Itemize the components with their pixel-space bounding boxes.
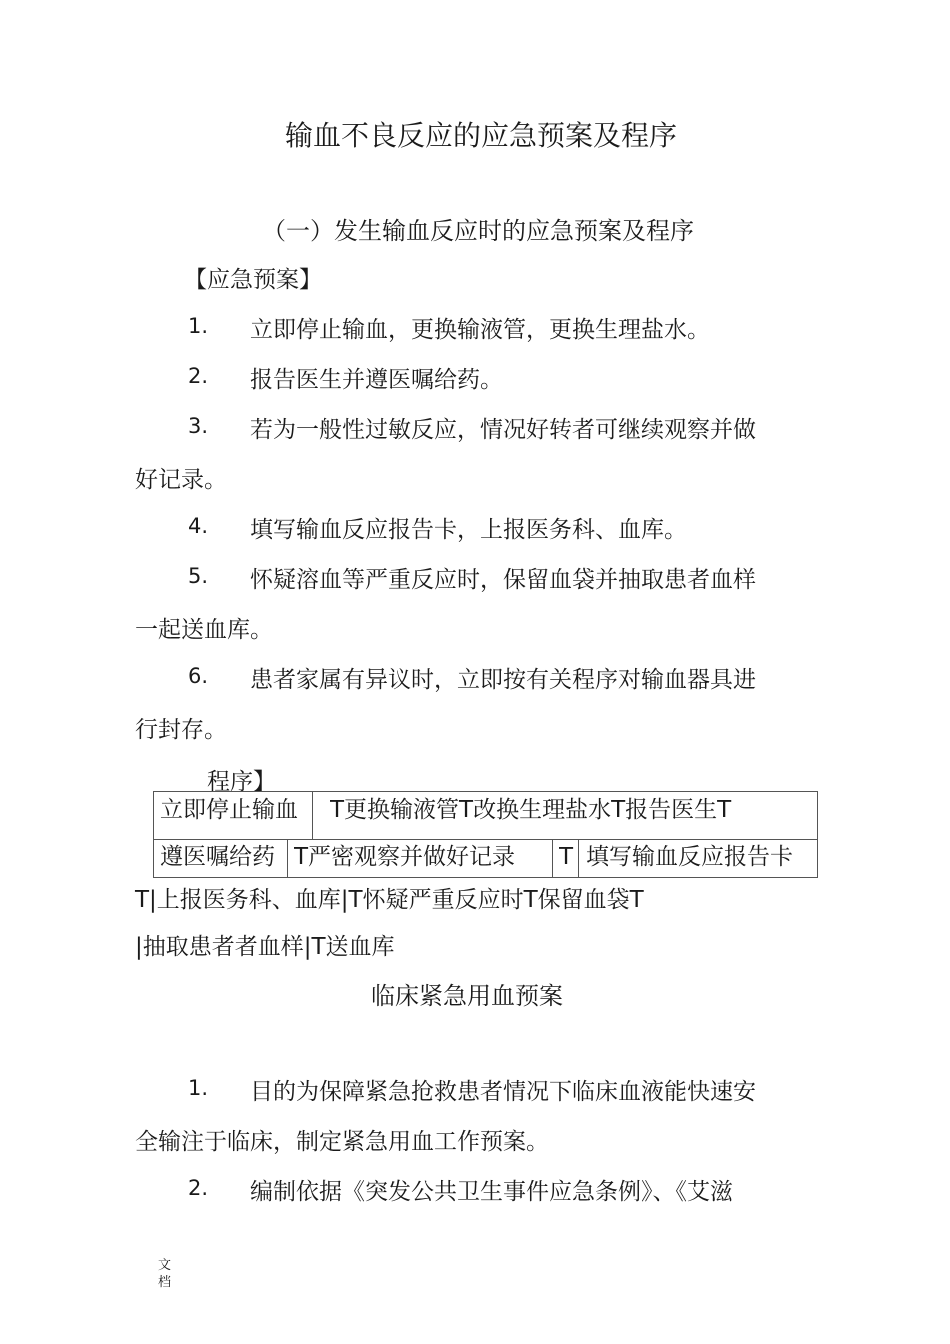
column-divider — [578, 839, 579, 877]
footer-label: 文档 — [158, 1258, 172, 1290]
item-text: 目的为保障紧急抢救患者情况下临床血液能快速安 — [250, 1079, 756, 1105]
flow-step-stop-transfusion: 立即停止输血 — [160, 797, 298, 823]
plan-label: 【应急预案】 — [184, 267, 322, 293]
item-number: 1. — [188, 314, 209, 338]
item-number: 3. — [188, 414, 209, 438]
flow-step-observe: T严密观察并做好记录 — [294, 844, 516, 870]
item-text: 患者家属有异议时，立即按有关程序对输血器具进 — [250, 667, 756, 693]
item-number: 2. — [188, 364, 209, 388]
column-divider — [552, 839, 553, 877]
section-heading: （一）发生输血反应时的应急预案及程序 — [262, 217, 694, 245]
item-text-continued: 全输注于临床，制定紧急用血工作预案。 — [135, 1129, 549, 1155]
procedure-flow-table — [153, 791, 818, 878]
flow-line: |抽取患者者血样|T送血库 — [135, 934, 395, 960]
item-number: 2. — [188, 1176, 209, 1200]
item-text: 报告医生并遵医嘱给药。 — [250, 367, 503, 393]
item-number: 4. — [188, 514, 209, 538]
item-text: 立即停止输血，更换输液管，更换生理盐水。 — [250, 317, 710, 343]
item-number: 5. — [188, 564, 209, 588]
item-text-continued: 好记录。 — [135, 467, 227, 493]
section-heading: 临床紧急用血预案 — [371, 982, 563, 1010]
flow-line: T|上报医务科、血库|T怀疑严重反应时T保留血袋T — [135, 887, 644, 913]
item-text: 怀疑溶血等严重反应时，保留血袋并抽取患者血样 — [250, 567, 756, 593]
column-divider — [287, 839, 288, 877]
procedure-label: 程序】 — [207, 769, 276, 795]
item-text: 编制依据《突发公共卫生事件应急条例》、《艾滋 — [250, 1179, 733, 1205]
item-text-continued: 行封存。 — [135, 717, 227, 743]
item-number: 6. — [188, 664, 209, 688]
page-title: 输血不良反应的应急预案及程序 — [285, 119, 678, 152]
flow-step-follow-orders: 遵医嘱给药 — [160, 844, 275, 870]
item-text: 若为一般性过敏反应，情况好转者可继续观察并做 — [250, 417, 756, 443]
item-text-continued: 一起送血库。 — [135, 617, 273, 643]
row-divider — [154, 839, 817, 840]
flow-step-fill-report: 填写输血反应报告卡 — [586, 844, 793, 870]
item-number: 1. — [188, 1076, 209, 1100]
item-text: 填写输血反应报告卡，上报医务科、血库。 — [250, 517, 687, 543]
flow-step-change-tubing: T更换输液管T改换生理盐水T报告医生T — [330, 797, 732, 823]
column-divider — [312, 792, 313, 839]
flow-arrow: T — [559, 844, 574, 870]
